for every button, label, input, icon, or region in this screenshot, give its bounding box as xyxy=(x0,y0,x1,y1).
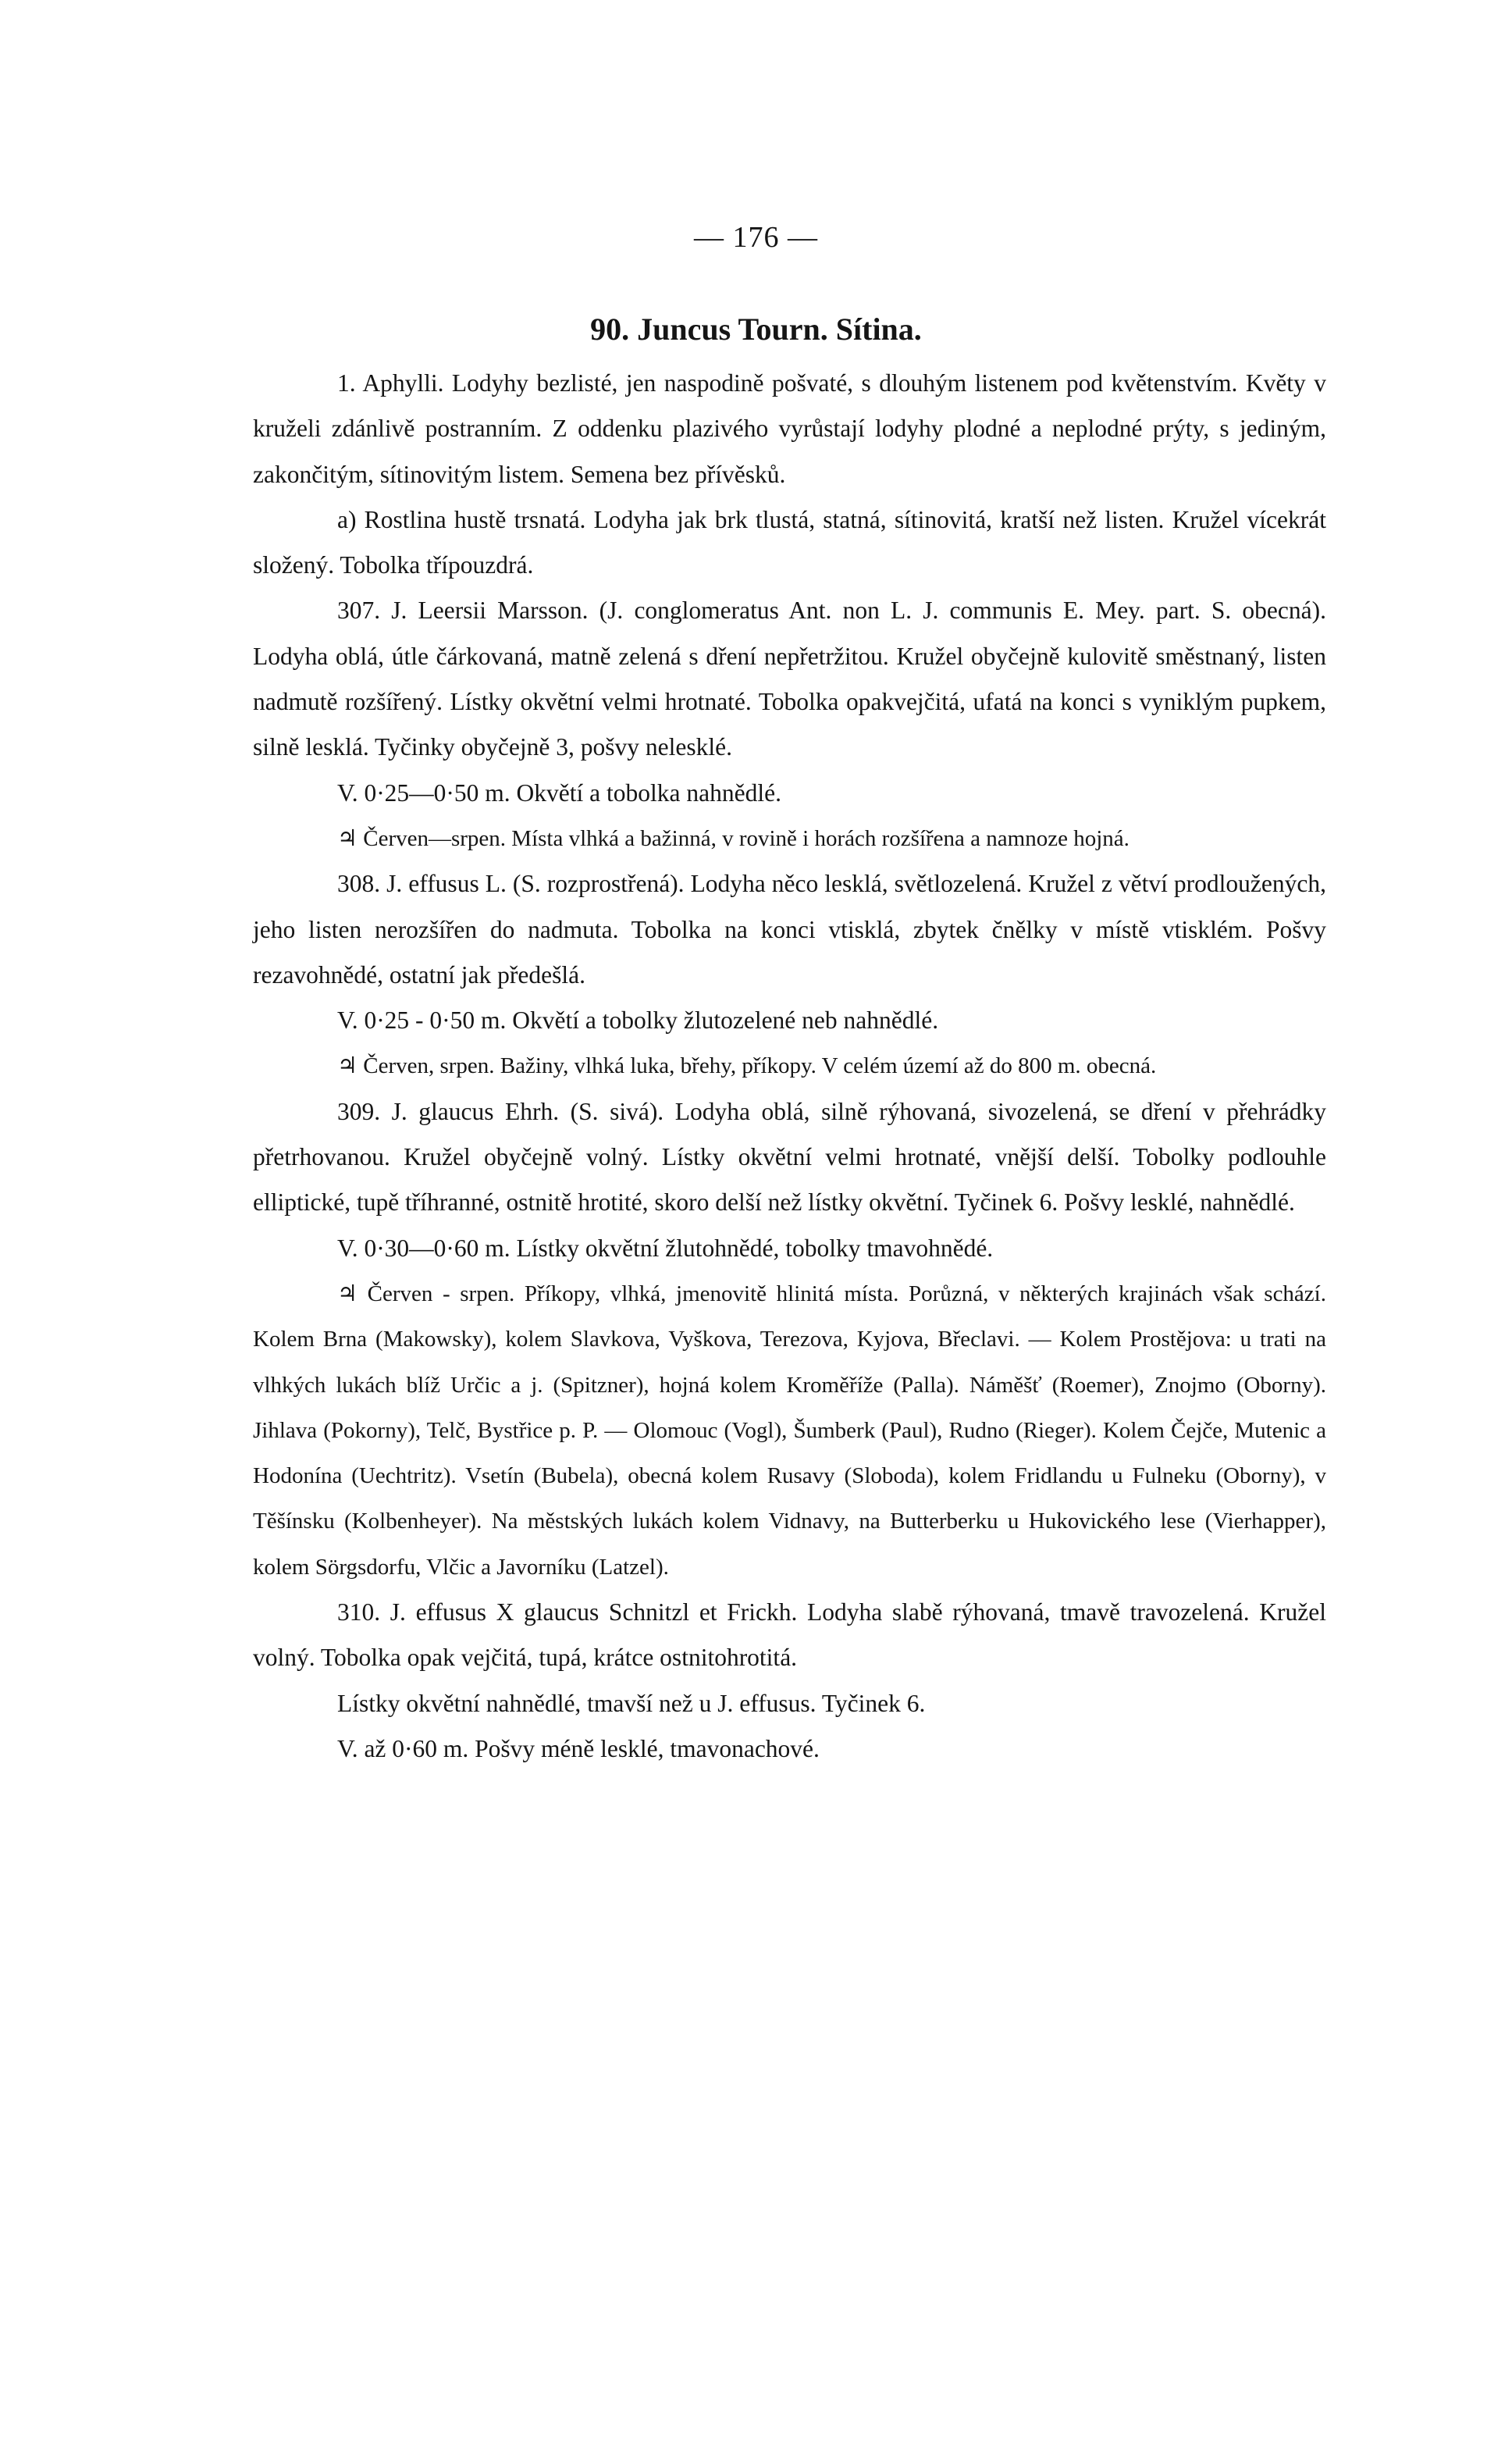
paragraph-species-309: 309. J. glaucus Ehrh. (S. sivá). Lodyha oblá, silně rýhovaná, sivozelená, se dření v přehrádky přetrhovanou. Kružel obyčejně volný. Lístky okvětní velmi hrotnaté, vnější delší. Tobolky podlouhle elliptické, tupě tříhranné, ostnitě hrotité, skoro delší než lístky okvětní. Tyčinek 6. Pošvy lesklé, nahnědlé. xyxy=(253,1097,1326,1217)
paragraph-species-307: 307. J. Leersii Marsson. (J. conglomeratus Ant. non L. J. communis E. Mey. part. S. obecná). Lodyha oblá, útle čárkovaná, matně zelená s dření nepřetržitou. Kružel obyčejně kulovitě směstnaný, listen nadmutě rozšířený. Lístky okvětní velmi hrotnaté. Tobolka opakvejčitá, ufatá na konci s vyniklým pupkem, silně lesklá. Tyčinky obyčejně 3, pošvy nelesklé. xyxy=(253,597,1326,761)
paragraph-group-a: a) Rostlina hustě trsnatá. Lodyha jak brk tlustá, statná, sítinovitá, kratší než listen. Kružel vícekrát složený. Tobolka třípouzdrá. xyxy=(253,505,1326,579)
paragraph-309-size: V. 0·30—0·60 m. Lístky okvětní žlutohnědé, tobolky tmavohnědé. xyxy=(337,1234,994,1262)
genus-name: 90. Juncus Tourn. xyxy=(590,312,828,347)
paragraph-309-localities: ♃ Červen - srpen. Příkopy, vlhká, jmenovitě hlinitá místa. Porůzná, v některých krajinách však schází. Kolem Brna (Makowsky), kolem Slavkova, Vyškova, Terezova, Kyjova, Břeclavi. — Kolem Prostějova: u trati na vlhkých lukách blíž Určic a j. (Spitzner), hojná kolem Kroměříže (Palla). Náměšť (Roemer), Znojmo (Oborny). Jihlava (Pokorny), Telč, Bystřice p. P. — Olomouc (Vogl), Šumberk (Paul), Rudno (Rieger). Kolem Čejče, Mutenic a Hodonína (Uechtritz). Vsetín (Bubela), obecná kolem Rusavy (Sloboda), kolem Fridlandu u Fulneku (Oborny), v Těšínsku (Kolbenheyer). Na městských lukách kolem Vidnavy, na Butterberku u Hukovického lese (Vierhapper), kolem Sörgsdorfu, Vlčic a Javorníku (Latzel). xyxy=(253,1281,1326,1580)
page-number: — 176 — xyxy=(694,221,818,254)
paragraph-308-habitat: ♃ Červen, srpen. Bažiny, vlhká luka, břehy, příkopy. V celém území až do 800 m. obecná. xyxy=(337,1053,1157,1079)
paragraph-310-tepals: Lístky okvětní nahnědlé, tmavší než u J. effusus. Tyčinek 6. xyxy=(337,1689,926,1717)
paragraph-species-310: 310. J. effusus X glaucus Schnitzl et Frickh. Lodyha slabě rýhovaná, tmavě travozelená. Kružel volný. Tobolka opak vejčitá, tupá, krátce ostnitohrotitá. xyxy=(253,1598,1326,1672)
paragraph-307-size: V. 0·25—0·50 m. Okvětí a tobolka nahnědlé. xyxy=(337,778,781,807)
paragraph-307-habitat: ♃ Červen—srpen. Místa vlhká a bažinná, v rovině i horách rozšířena a namnoze hojná. xyxy=(337,825,1130,851)
genus-czech-name: Sítina. xyxy=(835,312,922,347)
genus-heading xyxy=(0,311,1512,347)
paragraph-310-size: V. až 0·60 m. Pošvy méně lesklé, tmavonachové. xyxy=(337,1734,820,1762)
body-text xyxy=(253,361,1326,1772)
paragraph-species-308: 308. J. effusus L. (S. rozprostřená). Lodyha něco lesklá, světlozelená. Kružel z větví prodloužených, jeho listen nerozšířen do nadmuta. Tobolka na konci vtisklá, zbytek čnělky v místě vtisklém. Pošvy rezavohnědé, ostatní jak předešlá. xyxy=(253,870,1326,989)
paragraph-aphylli: 1. Aphylli. Lodyhy bezlisté, jen naspodině pošvaté, s dlouhým listenem pod květenstvím. Květy v kruželi zdánlivě postranním. Z oddenku plazivého vyrůstají lodyhy plodné a neplodné prýty, s jediným, zakončitým, sítinovitým listem. Semena bez přívěsků. xyxy=(253,369,1326,488)
paragraph-308-size: V. 0·25 - 0·50 m. Okvětí a tobolky žlutozelené neb nahnědlé. xyxy=(337,1006,939,1035)
